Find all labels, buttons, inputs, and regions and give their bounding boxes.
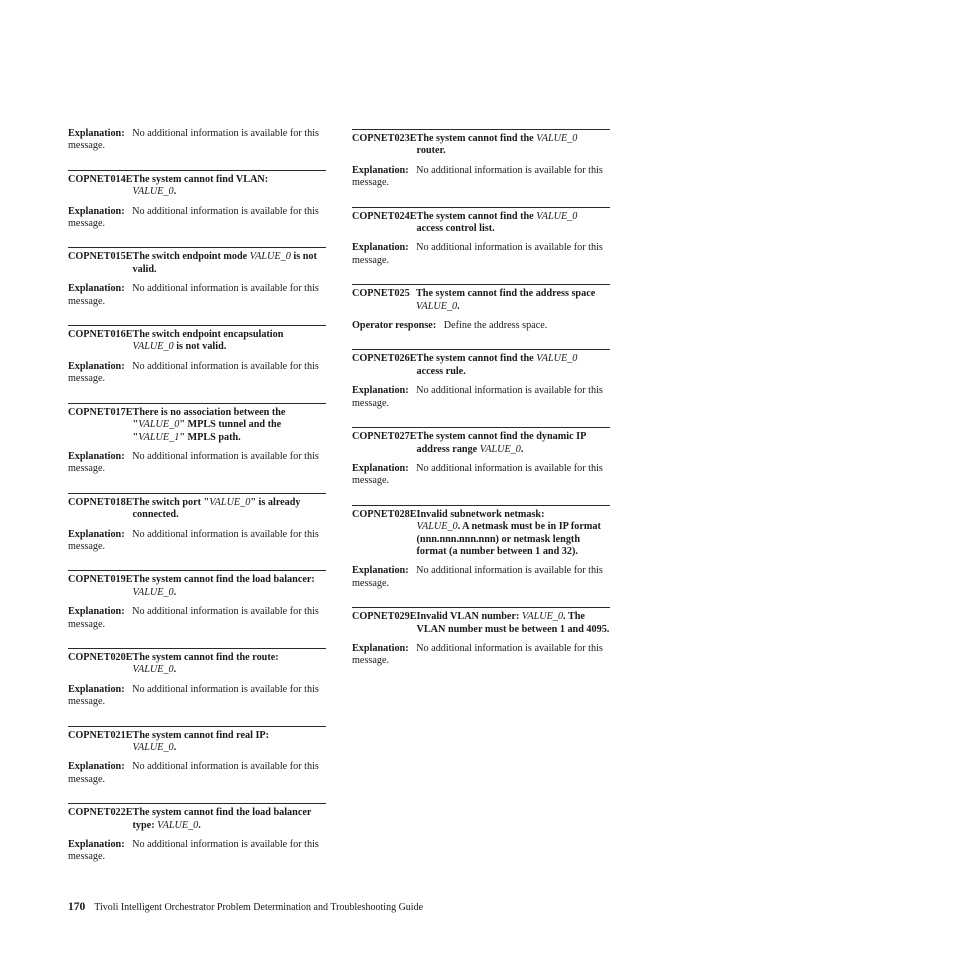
message-text: The system cannot find VLAN: VALUE_0. <box>132 173 269 198</box>
explanation <box>68 529 326 554</box>
message-id: COPNET027E <box>352 431 417 443</box>
explanation-label: Explanation: <box>68 761 125 773</box>
message-entry <box>68 726 326 787</box>
message-text: The system cannot find the dynamic IP address range VALUE_0. <box>416 431 586 455</box>
explanation <box>352 643 610 668</box>
explanation-text: No additional information is available for this message. <box>352 164 603 189</box>
document-title: Tivoli Intelligent Orchestrator Problem Determination and Troubleshooting Guide <box>94 902 424 913</box>
explanation-label: Explanation: <box>352 462 409 474</box>
variable: VALUE_0 <box>416 300 458 312</box>
explanation-label: Explanation: <box>352 385 409 397</box>
right-column <box>352 127 610 668</box>
message-entry <box>68 403 326 476</box>
message-heading <box>352 288 610 313</box>
explanation <box>68 606 326 631</box>
explanation-label: Explanation: <box>68 360 125 372</box>
message-heading <box>68 730 326 755</box>
operator-response <box>352 320 610 332</box>
message-id: COPNET016E <box>68 329 133 341</box>
message-id: COPNET020E <box>68 651 133 663</box>
variable: VALUE_0 <box>157 819 199 831</box>
message-entry <box>352 207 610 268</box>
message-text: The system cannot find the VALUE_0 router. <box>416 133 578 157</box>
variable: VALUE_0 <box>132 742 174 753</box>
explanation <box>68 684 326 709</box>
message-id: COPNET022E <box>68 807 133 819</box>
explanation-text: No additional information is available for this message. <box>68 283 319 307</box>
message-heading <box>352 353 610 378</box>
explanation <box>68 283 326 308</box>
message-text: The switch port "VALUE_0" is already connected. <box>132 496 301 521</box>
explanation-label: Explanation: <box>352 242 409 254</box>
message-text: The switch endpoint mode VALUE_0 is not valid. <box>132 251 317 275</box>
explanation-label: Explanation: <box>352 164 409 176</box>
message-text: The system cannot find the load balancer type: VALUE_0. <box>132 807 312 831</box>
explanation-text: No additional information is available for this message. <box>352 462 603 487</box>
explanation-text: No additional information is available for this message. <box>68 683 319 708</box>
message-text: The system cannot find real IP: VALUE_0. <box>132 729 270 753</box>
explanation-label: Explanation: <box>352 565 409 577</box>
variable: VALUE_0 <box>536 210 578 222</box>
message-text: The system cannot find the address space VALUE_0. <box>416 288 596 312</box>
message-id: COPNET028E <box>352 508 417 520</box>
variable: VALUE_0 <box>132 664 174 676</box>
variable: VALUE_0 <box>521 611 564 623</box>
message-id: COPNET018E <box>68 496 133 508</box>
message-entry <box>352 129 610 190</box>
message-text: The system cannot find the route: VALUE_0. <box>132 651 279 676</box>
message-entry <box>352 284 610 332</box>
variable: VALUE_0 <box>132 186 174 198</box>
explanation-label: Explanation: <box>68 283 125 295</box>
operator-response-label: Operator response: <box>352 320 437 332</box>
message-text: Invalid subnetwork netmask: VALUE_0. A netmask must be in IP format (nnn.nnn.nnn.nnn) or netmask length format (a number between 1 and 32). <box>416 508 601 557</box>
variable: VALUE_1 <box>138 431 180 443</box>
message-entry <box>352 349 610 410</box>
message-heading <box>68 329 326 354</box>
explanation-text: No additional information is available for this message. <box>68 360 319 385</box>
explanation-text: No additional information is available for this message. <box>352 642 603 667</box>
explanation <box>68 361 326 386</box>
page-footer <box>68 900 423 915</box>
explanation <box>68 761 326 786</box>
message-heading <box>68 174 326 199</box>
explanation-text: No additional information is available for this message. <box>68 839 319 863</box>
message-entry <box>68 170 326 231</box>
message-id: COPNET029E <box>352 611 417 623</box>
message-text: The system cannot find the VALUE_0 access control list. <box>416 210 578 235</box>
variable: VALUE_0 <box>132 341 174 353</box>
explanation <box>352 565 610 590</box>
message-id: COPNET026E <box>352 353 417 365</box>
message-heading <box>352 509 610 559</box>
message-id: COPNET014E <box>68 173 133 185</box>
message-entry <box>68 325 326 386</box>
explanation-text: No additional information is available for this message. <box>68 128 319 152</box>
message-id: COPNET025 <box>352 288 410 300</box>
explanation-label: Explanation: <box>68 450 125 462</box>
explanation-text: No additional information is available for this message. <box>68 606 319 630</box>
message-heading <box>68 407 326 444</box>
message-text: The system cannot find the load balancer: VALUE_0. <box>132 574 315 598</box>
explanation <box>352 165 610 190</box>
message-text: The switch endpoint encapsulation VALUE_0 is not valid. <box>132 329 284 353</box>
explanation <box>68 206 326 231</box>
variable: VALUE_0 <box>416 521 458 533</box>
variable: VALUE_0 <box>209 496 251 508</box>
page-number: 170 <box>68 901 86 913</box>
message-heading <box>68 251 326 276</box>
message-id: COPNET019E <box>68 574 133 586</box>
message-heading <box>68 574 326 599</box>
message-entry <box>352 427 610 488</box>
explanation-label: Explanation: <box>68 839 125 851</box>
variable: VALUE_0 <box>249 251 291 263</box>
variable: VALUE_0 <box>138 419 180 431</box>
variable: VALUE_0 <box>536 353 578 365</box>
message-entry <box>352 607 610 668</box>
message-id: COPNET021E <box>68 729 133 741</box>
message-entry <box>68 803 326 864</box>
explanation-text: No additional information is available for this message. <box>352 565 603 589</box>
explanation-label: Explanation: <box>68 528 125 540</box>
explanation-label: Explanation: <box>352 642 409 654</box>
explanation <box>68 839 326 864</box>
variable: VALUE_0 <box>479 443 521 455</box>
message-heading <box>352 211 610 236</box>
operator-response-text: Define the address space. <box>443 320 548 332</box>
explanation-text: No additional information is available for this message. <box>68 205 319 230</box>
explanation-label: Explanation: <box>68 683 125 695</box>
left-column <box>68 127 326 864</box>
explanation-text: No additional information is available for this message. <box>68 450 319 475</box>
message-entry <box>68 493 326 554</box>
explanation <box>352 463 610 488</box>
message-id: COPNET023E <box>352 133 417 144</box>
message-entry <box>68 247 326 308</box>
message-heading <box>352 133 610 158</box>
explanation <box>352 242 610 267</box>
explanation-text: No additional information is available for this message. <box>68 528 319 552</box>
message-entry <box>68 570 326 631</box>
message-id: COPNET024E <box>352 210 417 222</box>
message-entry <box>352 505 610 590</box>
message-text: The system cannot find the VALUE_0 access rule. <box>416 353 578 377</box>
message-heading <box>352 611 610 636</box>
explanation-text: No additional information is available for this message. <box>68 761 319 785</box>
message-heading <box>68 497 326 522</box>
message-id: COPNET017E <box>68 406 133 418</box>
explanation-label: Explanation: <box>68 128 125 139</box>
message-heading <box>68 652 326 677</box>
message-heading <box>352 431 610 456</box>
message-heading <box>68 807 326 832</box>
variable: VALUE_0 <box>132 586 174 598</box>
message-entry <box>68 648 326 709</box>
lead-explanation <box>68 128 326 153</box>
explanation-label: Explanation: <box>68 205 125 217</box>
variable: VALUE_0 <box>536 133 578 144</box>
explanation <box>68 451 326 476</box>
explanation-label: Explanation: <box>68 606 125 618</box>
explanation-text: No additional information is available for this message. <box>352 242 603 266</box>
message-text: Invalid VLAN number: VALUE_0. The VLAN number must be between 1 and 4095. <box>416 611 610 635</box>
explanation <box>352 385 610 410</box>
message-id: COPNET015E <box>68 251 133 263</box>
message-text: There is no association between the "VALUE_0" MPLS tunnel and the "VALUE_1" MPLS path. <box>132 406 286 443</box>
explanation-text: No additional information is available for this message. <box>352 385 603 409</box>
